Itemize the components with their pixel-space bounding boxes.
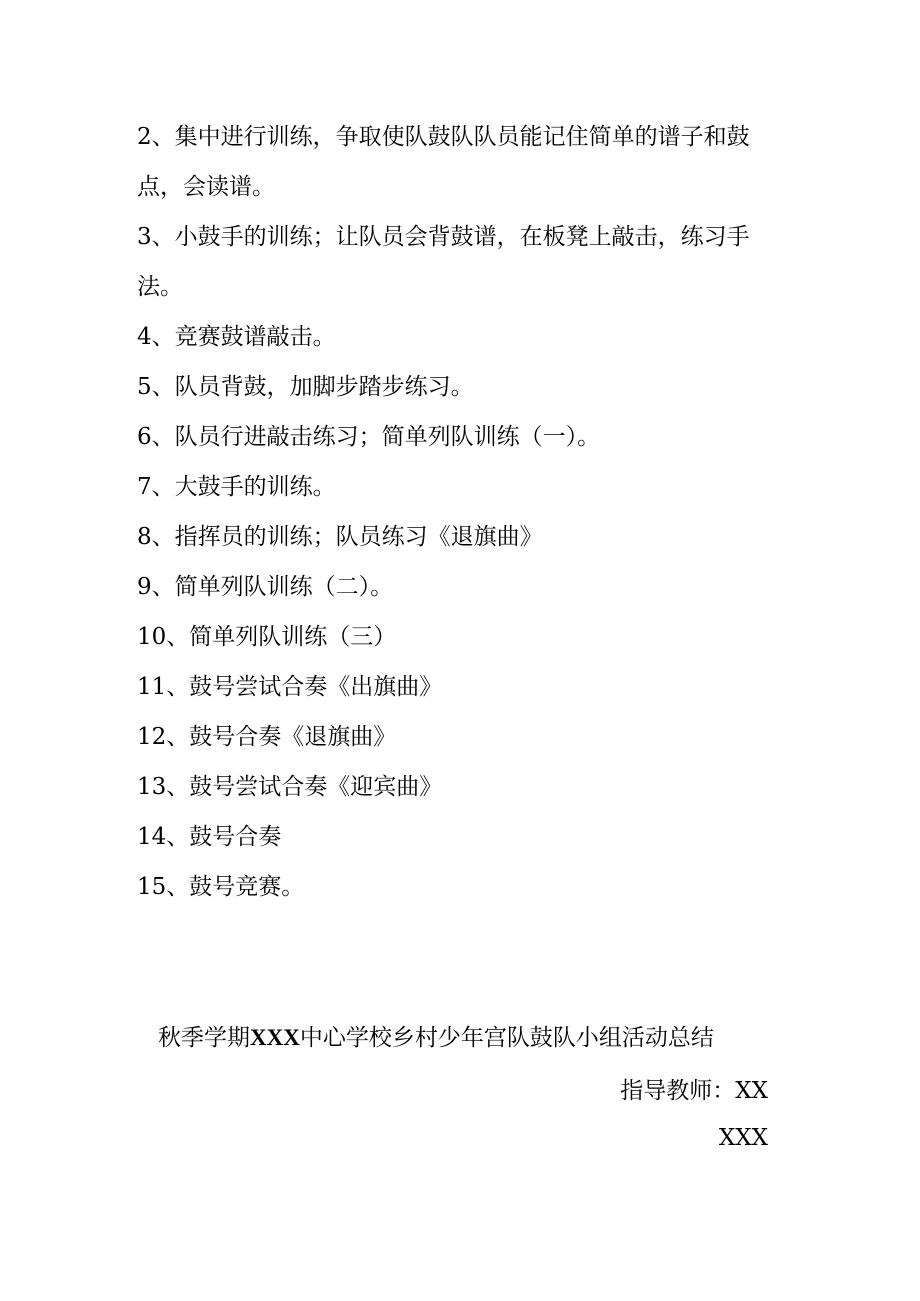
list-item: 3、小鼓手的训练；让队员会背鼓谱，在板凳上敲击，练习手 (137, 224, 750, 250)
school-name-placeholder: XXX (250, 1025, 300, 1050)
list-item: 6、队员行进敲击练习；简单列队训练（一）。 (137, 424, 601, 450)
teacher-label: 指导教师：XX (620, 1078, 768, 1104)
list-item: 14、鼓号合奏 (137, 824, 282, 850)
activity-list (137, 112, 777, 912)
list-item: 12、鼓号合奏《退旗曲》 (137, 724, 397, 750)
summary-title (158, 1016, 714, 1060)
list-item: 11、鼓号尝试合奏《出旗曲》 (137, 674, 443, 700)
list-item-continuation: 点，会读谱。 (137, 174, 275, 200)
summary-title-suffix: 中心学校乡村少年宫队鼓队小组活动总结 (299, 1025, 714, 1051)
list-item: 8、指挥员的训练；队员练习《退旗曲》 (137, 524, 543, 550)
summary-title-prefix: 秋季学期 (158, 1025, 250, 1051)
list-item: 2、集中进行训练，争取使队鼓队队员能记住简单的谱子和鼓 (137, 124, 750, 150)
list-item: 13、鼓号尝试合奏《迎宾曲》 (137, 774, 443, 800)
list-item-continuation: 法。 (137, 274, 183, 300)
list-item: 5、队员背鼓，加脚步踏步练习。 (137, 374, 474, 400)
list-item: 7、大鼓手的训练。 (137, 474, 336, 500)
list-item: 15、鼓号竞赛。 (137, 874, 305, 900)
teacher-name: XXX (718, 1125, 768, 1151)
list-item: 4、竞赛鼓谱敲击。 (137, 324, 336, 350)
list-item: 9、简单列队训练（二）。 (137, 574, 394, 600)
list-item: 10、简单列队训练（三） (137, 624, 397, 650)
